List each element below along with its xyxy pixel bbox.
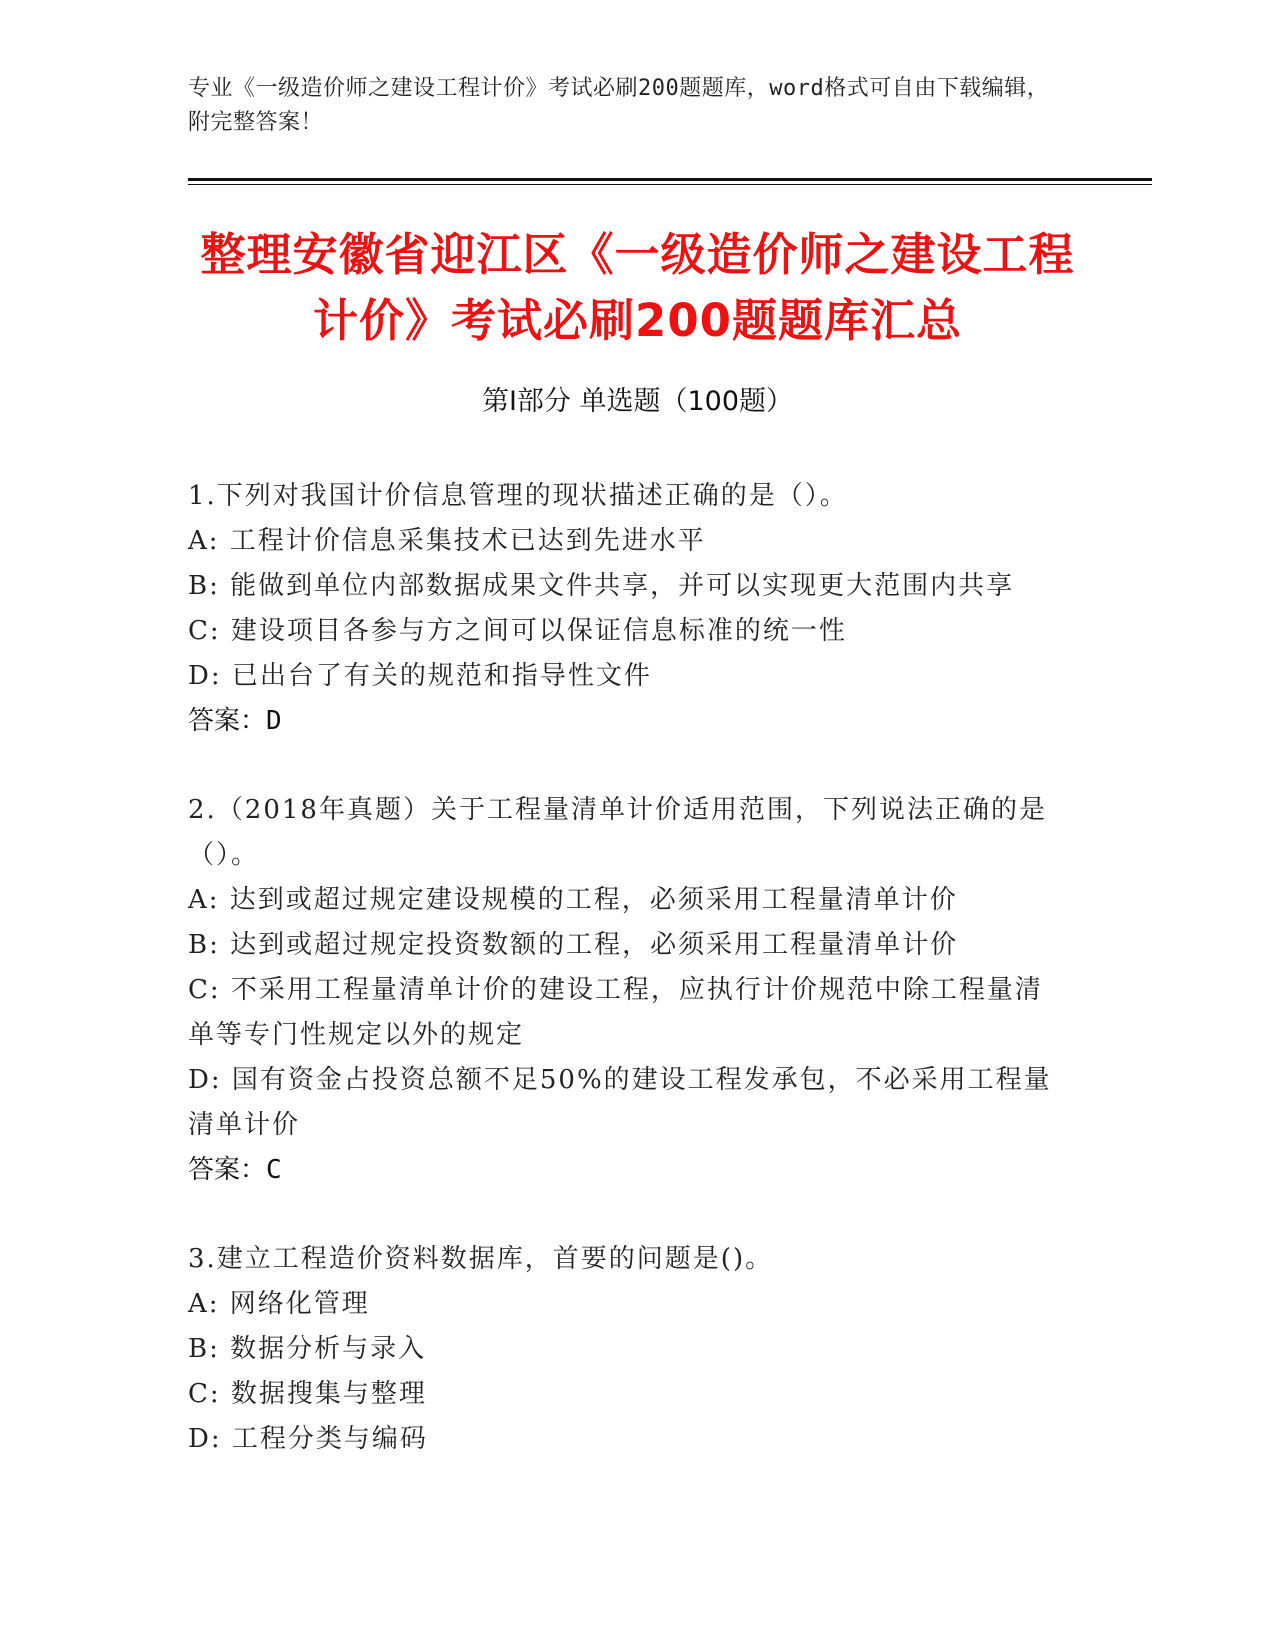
option-d: D: 已出台了有关的规范和指导性文件	[188, 661, 652, 691]
document-title	[150, 222, 1125, 354]
answer-value: C	[266, 1155, 282, 1185]
answer	[188, 1148, 1068, 1193]
option-b: B: 能做到单位内部数据成果文件共享，并可以实现更大范围内共享	[188, 571, 1015, 601]
option-c: C: 建设项目各参与方之间可以保证信息标准的统一性	[188, 616, 847, 646]
section-heading: 第I部分 单选题（100题）	[481, 386, 794, 417]
document-title-line-1: 整理安徽省迎江区《一级造价师之建设工程	[200, 228, 1075, 281]
answer-label: 答案：	[188, 1155, 267, 1185]
option-b: B: 达到或超过规定投资数额的工程，必须采用工程量清单计价	[188, 930, 959, 960]
document-title-line-2: 计价》考试必刷200题题库汇总	[313, 294, 962, 347]
option-a: A: 工程计价信息采集技术已达到先进水平	[188, 526, 706, 556]
header-divider-thin	[188, 184, 1152, 185]
question-3	[188, 1237, 1068, 1462]
option-a: A: 达到或超过规定建设规模的工程，必须采用工程量清单计价	[188, 885, 958, 915]
question-stem: 2.（2018年真题）关于工程量清单计价适用范围，下列说法正确的是（）。	[188, 795, 1047, 870]
question-list	[188, 474, 1068, 1506]
question-stem: 3.建立工程造价资料数据库，首要的问题是()。	[188, 1244, 774, 1274]
question-1	[188, 474, 1068, 744]
header-note: 专业《一级造价师之建设工程计价》考试必刷200题题库，word格式可自由下载编辑，附完整答案！	[188, 76, 1050, 135]
option-c: C: 不采用工程量清单计价的建设工程，应执行计价规范中除工程量清单等专门性规定以外的规定	[188, 975, 1043, 1050]
option-a: A: 网络化管理	[188, 1289, 370, 1319]
answer	[188, 699, 1068, 744]
question-2	[188, 788, 1068, 1193]
option-d: D: 工程分类与编码	[188, 1424, 428, 1454]
option-b: B: 数据分析与录入	[188, 1334, 427, 1364]
option-c: C: 数据搜集与整理	[188, 1379, 427, 1409]
question-stem: 1.下列对我国计价信息管理的现状描述正确的是（）。	[188, 481, 848, 511]
header-divider	[188, 178, 1152, 181]
answer-label: 答案：	[188, 706, 267, 736]
option-d: D: 国有资金占投资总额不足50%的建设工程发承包，不必采用工程量清单计价	[188, 1065, 1052, 1140]
answer-value: D	[266, 706, 282, 736]
